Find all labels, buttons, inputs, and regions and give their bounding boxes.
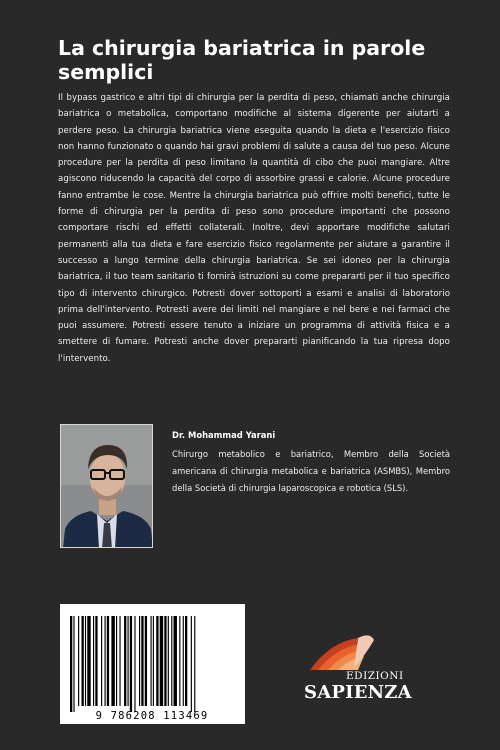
author-photo [60,424,153,548]
barcode-bar [134,616,135,712]
barcode-bars [60,604,245,724]
book-title: La chirurgia bariatrica in parole semplici [58,36,426,84]
barcode-bar [151,616,152,706]
barcode-bar [160,616,163,706]
barcode-bar [124,616,126,706]
barcode-bar [168,616,169,706]
barcode-bar [183,616,184,706]
barcode-bar [78,616,79,706]
barcode-bar [85,616,86,706]
barcode-bar [73,616,74,712]
barcode-bar [153,616,154,706]
barcode-bar [179,616,180,706]
author-bio: Chirurgo metabolico e bariatrico, Membro della Società americana di chirurgia metabolica e bariatrica (ASMBS), Membro della Società di chirurgia laparoscopica e robotica (SLS). [172,449,450,494]
barcode-bar [128,616,129,706]
barcode-bar [105,616,106,706]
isbn-barcode [60,604,245,724]
barcode-bar [101,616,102,706]
barcode-bar [145,616,147,706]
barcode-bar [174,616,177,706]
author-portrait-image [61,425,153,548]
barcode-bar [156,616,158,706]
barcode-bar [194,616,195,712]
barcode-bar [116,616,117,706]
barcode-bar [93,616,94,706]
barcode-bar [82,616,84,706]
barcode-bar [139,616,140,706]
publisher-line1: EDIZIONI [346,670,404,682]
book-description: Il bypass gastrico e altri tipi di chirurgia per la perdita di peso, chiamati anche chirurgia bariatrica o metabolica, comportano modifiche al sistema digerente per aiutarti a perdere peso. La chirurgia bariatrica viene eseguita quando la dieta e l'esercizio fisico non hanno funzionato o quando hai gravi problemi di salute a causa del tuo peso. Alcune procedure per la perdita di peso limitano la quantità di cibo che puoi mangiare. Altre agiscono riducendo la capacità del corpo di assorbire grassi e calorie. Alcune procedure fanno entrambe le cose. Mentre la chirurgia bariatrica può offrire molti benefici, tutte le forme di chirurgia per la perdita di peso sono procedure importanti che possono comportare rischi ed effetti collaterali. Inoltre, devi apportare modifiche salutari permanenti alla tua dieta e fare esercizio fisico regolarmente per aiutare a garantire il successo a lungo termine della chirurgia bariatrica. Se sei idoneo per la chirurgia bariatrica, il tuo team sanitario ti fornirà istruzioni su come prepararti per il tuo specifico tipo di intervento chirurgico. Potresti dover sottoporti a esami e analisi di laboratorio prima dell'intervento. Potresti avere dei limiti nel mangiare e nel bere e nei farmaci che puoi assumere. Potresti essere tenuto a iniziare un programma di attività fisica e a smettere di fumare. Potresti anche dover prepararti pianificando la tua ripresa dopo l'intervento. [58,93,450,364]
barcode-digits: 9 786208 113469 [95,710,209,722]
barcode-bar [141,616,143,706]
barcode-bar [87,616,90,706]
barcode-bar [191,616,192,712]
barcode-bar [119,616,120,706]
barcode-bar [70,616,72,712]
publisher-line2: SAPIENZA [304,682,412,703]
publisher-logo [300,632,416,710]
barcode-bar [130,616,132,712]
barcode-bar [164,616,166,706]
barcode-bar [95,616,97,706]
barcode-bar [111,616,114,706]
barcode-bar [171,616,172,706]
author-name: Dr. Mohammad Yarani [172,430,276,440]
barcode-bar [185,616,187,706]
barcode-bar [107,616,109,706]
